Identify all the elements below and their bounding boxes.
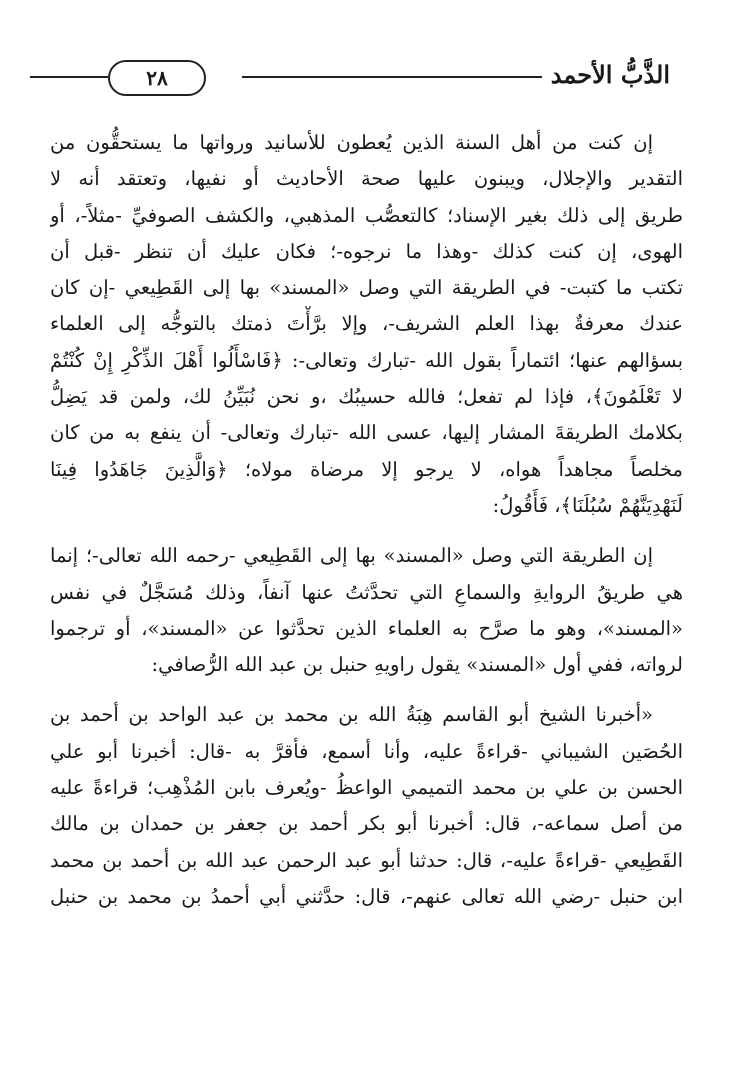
- text-line: من أصل سماعه-، قال: أخبرنا أبو بكر أحمد بن جعفر بن حمدان بن مالك: [50, 812, 683, 836]
- text-line: لا تَعْلَمُونَ﴾، فإذا لم تفعل؛ فالله حسيبُك ،و نحن نُبَيِّنُ لك، ولمن قد يَضِلُّ: [50, 385, 683, 409]
- header-rule-right: [242, 76, 542, 78]
- text-line: مخلصاً مجاهداً هواه، لا يرجو إلا مرضاة مولاه؛ ﴿وَالَّذِينَ جَاهَدُوا فِينَا: [50, 457, 683, 481]
- text-line: هي طريقُ الروايةِ والسماعِ التي تحدَّثتُ عنها آنفاً، وذلك مُسَجَّلٌ في نفس: [50, 580, 683, 604]
- text-line: تكتب ما كتبت- في الطريقة التي وصل «المسند» بها إلى القَطِيعي -إن كان: [50, 276, 683, 300]
- text-line: لَنَهْدِيَنَّهُمْ سُبُلَنَا﴾، فَأَقُولُ:: [492, 493, 683, 517]
- text-line: القَطِيعي -قراءةً عليه-، قال: حدثنا أبو عبد الرحمن عبد الله بن أحمد بن محمد: [50, 848, 683, 872]
- text-line: إن كنت من أهل السنة الذين يُعطون للأسانيد ورواتها ما يستحقُّون من: [50, 131, 653, 154]
- text-line: عندك معرفةٌ بهذا العلم الشريف-، وإلا برَّأْتَ ذمتك بالتوجُّه إلى العلماء: [50, 312, 683, 336]
- page-number: ٢٨: [108, 60, 206, 96]
- text-line: ابن حنبل -رضي الله تعالى عنهم-، قال: حدَّثني أبي أحمدُ بن محمد بن حنبل: [50, 884, 683, 908]
- text-line: طريق إلى ذلك بغير الإسناد؛ كالتعصُّب المذهبي، والكشف الصوفيِّ -مثلاً-، أو: [50, 203, 683, 227]
- text-line: «المسند»، وهو ما صرَّح به العلماء الذين تحدَّثوا عن «المسند»، أو ترجموا: [50, 616, 683, 640]
- text-line: «أخبرنا الشيخ أبو القاسم هِبَةُ الله بن محمد بن عبد الواحد بن أحمد بن: [50, 703, 653, 727]
- body-text: [50, 125, 683, 915]
- text-line: إن الطريقة التي وصل «المسند» بها إلى القَطِيعي -رحمه الله تعالى-؛ إنما: [50, 544, 653, 568]
- text-line: لرواته، ففي أول «المسند» يقول راويهِ حنبل بن عبد الله الرُّصافي:: [151, 653, 683, 677]
- paragraph-2: [50, 538, 683, 683]
- text-line: الحُصَين الشيباني -قراءةً عليه، وأنا أسمع، فأقرَّ به -قال: أخبرنا أبو علي: [50, 739, 683, 763]
- header-rule-left: [30, 76, 108, 78]
- text-line: التقدير والإجلال، ويبنون عليها صحة الأحاديث أو نفيها، وتعتقد أنه لا: [50, 167, 683, 191]
- paragraph-3: [50, 697, 683, 915]
- paragraph-gap: [50, 524, 683, 538]
- text-line: الهوى، إن كنت كذلك -وهذا ما نرجوه-؛ فكان عليك أن تنظر -قبل أن: [50, 239, 683, 263]
- text-line: الحسن بن علي بن محمد التميمي الواعظُ -ويُعرف بابن المُذْهِب؛ قراءةً عليه: [50, 776, 683, 800]
- text-line: بكلامك الطريقةَ المشار إليها، عسى الله -تبارك وتعالى- أن ينفع به من كان: [50, 421, 683, 445]
- paragraph-1: [50, 125, 683, 524]
- running-title: الذَّبُّ الأحمد: [550, 60, 670, 89]
- paragraph-gap: [50, 683, 683, 697]
- page-header: [30, 58, 670, 102]
- text-line: بسؤالهم عنها؛ ائتماراً بقول الله -تبارك وتعالى-: ﴿فَاسْأَلُوا أَهْلَ الذِّكْرِ إِنْ كُنْتُمْ: [50, 348, 683, 372]
